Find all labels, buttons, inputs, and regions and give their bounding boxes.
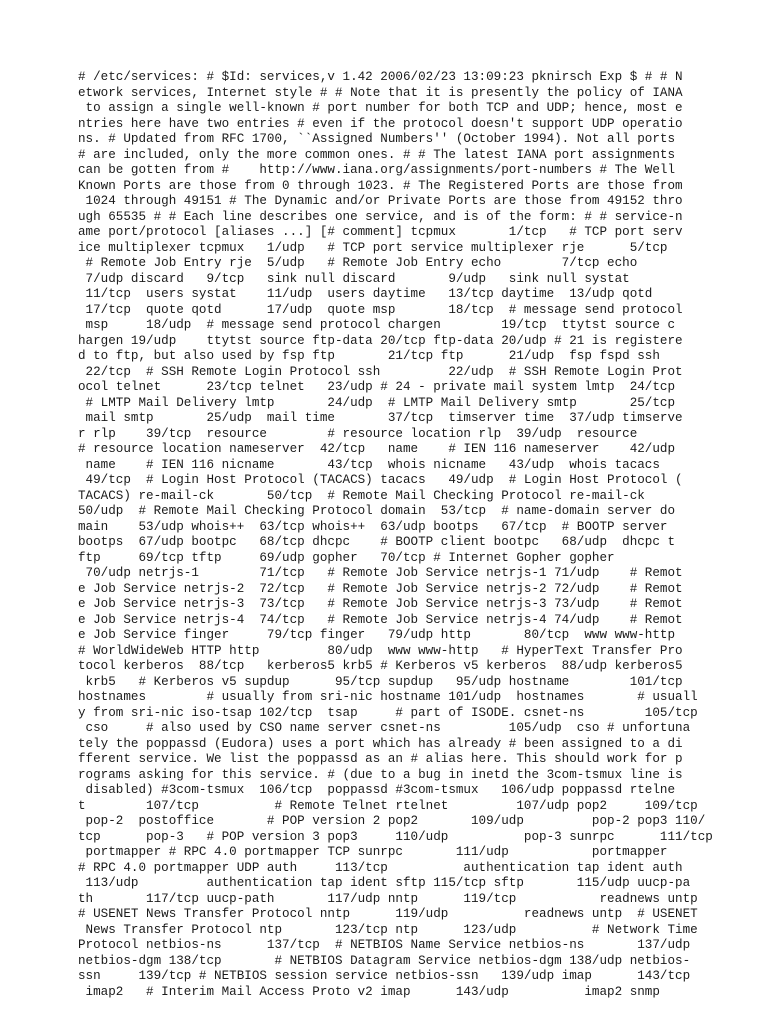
text-line: hostnames # usually from sri-nic hostname 101/udp hostnames # usuall [78,690,698,704]
text-line: tocol kerberos 88/tcp kerberos5 krb5 # Kerberos v5 kerberos 88/udp kerberos5 [78,659,683,673]
text-line: hargen 19/udp ttytst source ftp-data 20/tcp ftp-data 20/udp # 21 is registere [78,333,683,348]
text-line: imap2 # Interim Mail Access Proto v2 imap 143/udp imap2 snmp [78,984,660,999]
text-line: # USENET News Transfer Protocol nntp 119/udp readnews untp # USENET [78,907,698,921]
text-line: e Job Service netrjs-2 72/tcp # Remote Job Service netrjs-2 72/udp # Remot [78,581,683,596]
text-line: Protocol netbios-ns 137/tcp # NETBIOS Name Service netbios-ns 137/udp [78,938,691,952]
text-line: Known Ports are those from 0 through 1023. # The Registered Ports are those from [78,178,683,193]
text-line: e Job Service finger 79/tcp finger 79/udp http 80/tcp www www-http [78,628,676,642]
text-line: # WorldWideWeb HTTP http 80/udp www www-http # HyperText Transfer Pro [78,643,683,658]
text-line: 22/tcp # SSH Remote Login Protocol ssh 22/udp # SSH Remote Login Prot [78,364,683,379]
text-line: th 117/tcp uucp-path 117/udp nntp 119/tcp readnews untp [78,891,698,906]
text-line: ntries here have two entries # even if the protocol doesn't support UDP operatio [78,116,683,131]
text-line: 49/tcp # Login Host Protocol (TACACS) tacacs 49/udp # Login Host Protocol ( [78,473,683,487]
text-line: ns. # Updated from RFC 1700, ``Assigned Numbers'' (October 1994). Not all ports [78,132,676,146]
text-line: disabled) #3com-tsmux 106/tcp poppassd #3com-tsmux 106/udp poppassd rtelne [78,783,676,797]
text-line: msp 18/udp # message send protocol chargen 19/tcp ttytst source c [78,318,676,332]
text-line: # are included, only the more common ones. # # The latest IANA port assignments [78,147,676,162]
text-line: ssn 139/tcp # NETBIOS session service netbios-ssn 139/udp imap 143/tcp [78,969,691,983]
text-line: portmapper # RPC 4.0 portmapper TCP sunrpc 111/udp portmapper [78,845,668,859]
text-line: e Job Service netrjs-4 74/tcp # Remote Job Service netrjs-4 74/udp # Remot [78,612,683,627]
text-line: # RPC 4.0 portmapper UDP auth 113/tcp authentication tap ident auth [78,860,683,875]
text-line: t 107/tcp # Remote Telnet rtelnet 107/udp pop2 109/tcp [78,798,698,813]
text-line: 7/udp discard 9/tcp sink null discard 9/udp sink null systat [78,271,630,286]
text-line: main 53/udp whois++ 63/tcp whois++ 63/udp bootps 67/tcp # BOOTP server [78,519,668,534]
text-line: bootps 67/udp bootpc 68/tcp dhcpc # BOOTP client bootpc 68/udp dhcpc t [78,535,676,549]
text-line: tely the poppassd (Eudora) uses a port which has already # been assigned to a di [78,736,683,751]
text-line: 1024 through 49151 # The Dynamic and/or Private Ports are those from 49152 thro [78,194,683,208]
text-line: ice multiplexer tcpmux 1/udp # TCP port service multiplexer rje 5/tcp [78,240,668,255]
text-line: pop-2 postoffice # POP version 2 pop2 109/udp pop-2 pop3 110/ [78,814,706,828]
text-line: News Transfer Protocol ntp 123/tcp ntp 123/udp # Network Time [78,922,698,937]
text-line: y from sri-nic iso-tsap 102/tcp tsap # part of ISODE. csnet-ns 105/tcp [78,705,698,720]
text-line: name # IEN 116 nicname 43/tcp whois nicname 43/udp whois tacacs [78,457,660,472]
text-line: 113/udp authentication tap ident sftp 115/tcp sftp 115/udp uucp-pa [78,876,691,890]
document-page [78,70,713,1000]
text-line: # Remote Job Entry rje 5/udp # Remote Job Entry echo 7/tcp echo [78,256,638,270]
text-line: # resource location nameserver 42/tcp name # IEN 116 nameserver 42/udp [78,442,676,456]
text-line: mail smtp 25/udp mail time 37/tcp timserver time 37/udp timserve [78,411,683,425]
text-line: netbios-dgm 138/tcp # NETBIOS Datagram Service netbios-dgm 138/udp netbios- [78,953,691,968]
text-line: ftp 69/tcp tftp 69/udp gopher 70/tcp # Internet Gopher gopher [78,550,615,565]
text-line: ugh 65535 # # Each line describes one service, and is of the form: # # service-n [78,209,683,224]
text-line: # LMTP Mail Delivery lmtp 24/udp # LMTP Mail Delivery smtp 25/tcp [78,395,676,410]
text-line: 11/tcp users systat 11/udp users daytime 13/tcp daytime 13/udp qotd [78,287,653,301]
text-line: fferent service. We list the poppassd as an # alias here. This should work for p [78,752,683,766]
text-line: 50/udp # Remote Mail Checking Protocol domain 53/tcp # name-domain server do [78,504,676,518]
text-line: krb5 # Kerberos v5 supdup 95/tcp supdup 95/udp hostname 101/tcp [78,674,683,689]
text-line: 70/udp netrjs-1 71/tcp # Remote Job Service netrjs-1 71/udp # Remot [78,566,683,580]
text-line: cso # also used by CSO name server csnet-ns 105/udp cso # unfortuna [78,721,691,735]
text-line: can be gotten from # http://www.iana.org/assignments/port-numbers # The Well [78,163,676,177]
text-line: # /etc/services: # $Id: services,v 1.42 2006/02/23 13:09:23 pknirsch Exp $ # # N [78,70,683,84]
text-line: e Job Service netrjs-3 73/tcp # Remote Job Service netrjs-3 73/udp # Remot [78,597,683,611]
text-line: rograms asking for this service. # (due to a bug in inetd the 3com-tsmux line is [78,767,683,782]
text-line: tcp pop-3 # POP version 3 pop3 110/udp pop-3 sunrpc 111/tcp [78,829,713,844]
text-line: 17/tcp quote qotd 17/udp quote msp 18/tcp # message send protocol [78,302,683,317]
text-line: d to ftp, but also used by fsp ftp 21/tcp ftp 21/udp fsp fspd ssh [78,349,660,363]
text-line: to assign a single well-known # port number for both TCP and UDP; hence, most e [78,101,683,115]
text-line: r rlp 39/tcp resource # resource location rlp 39/udp resource [78,426,638,441]
text-line: ame port/protocol [aliases ...] [# comment] tcpmux 1/tcp # TCP port serv [78,225,683,239]
text-line: etwork services, Internet style # # Note that it is presently the policy of IANA [78,85,683,100]
text-line: TACACS) re-mail-ck 50/tcp # Remote Mail Checking Protocol re-mail-ck [78,488,645,503]
text-line: ocol telnet 23/tcp telnet 23/udp # 24 - private mail system lmtp 24/tcp [78,380,676,394]
